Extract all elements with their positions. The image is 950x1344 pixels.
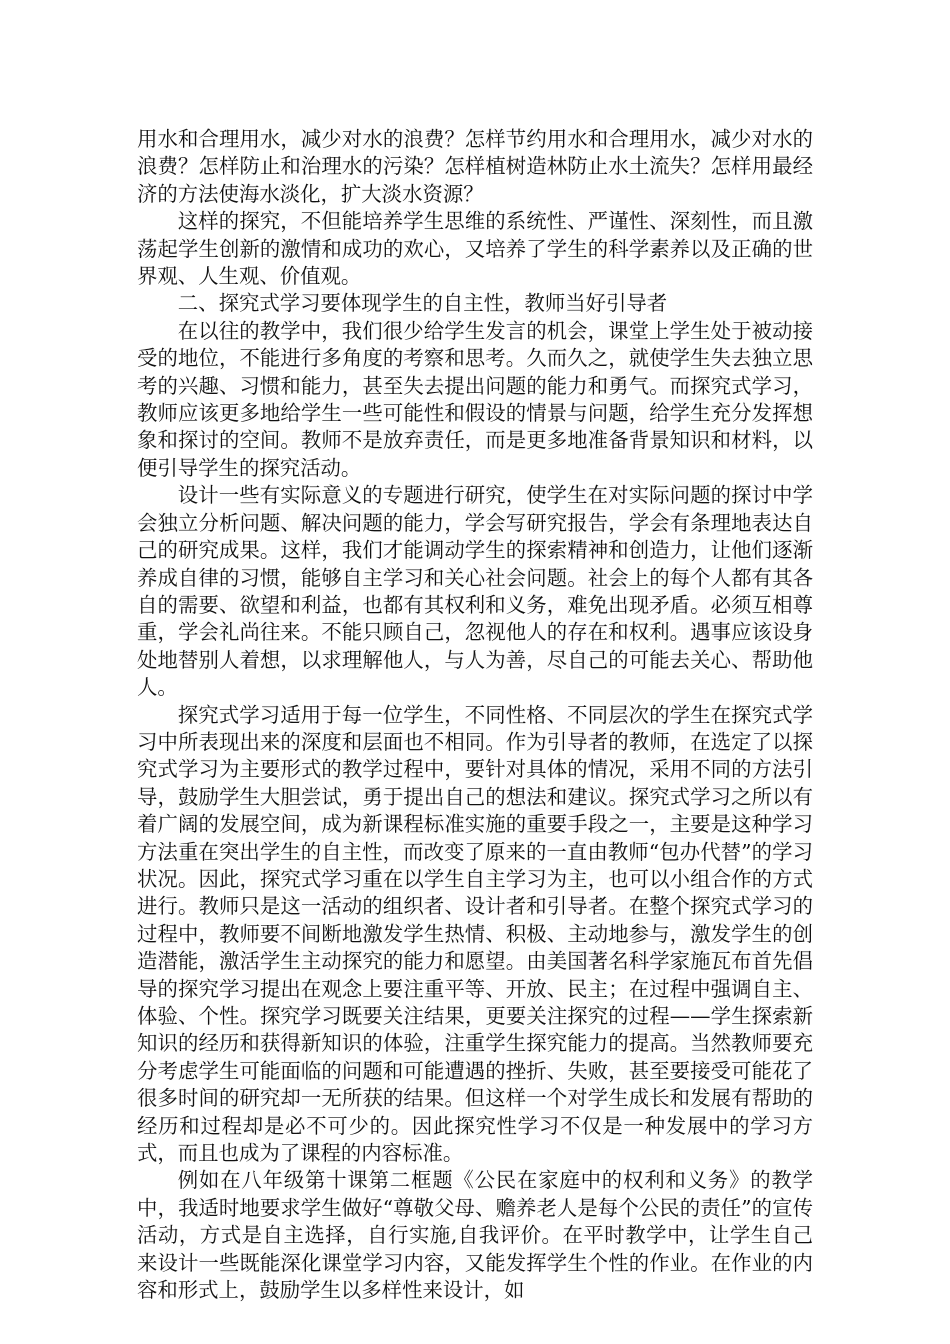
paragraph-continuation: 用水和合理用水，减少对水的浪费？怎样节约用水和合理用水，减少对水的浪费？怎样防止和治理水的污染？怎样植树造林防止水土流失？怎样用最经济的方法使海水淡化，扩大淡水资源？ <box>137 127 813 206</box>
paragraph: 这样的探究，不但能培养学生思维的系统性、严谨性、深刻性，而且激荡起学生创新的激情和成功的欢心，又培养了学生的科学素养以及正确的世界观、人生观、价值观。 <box>137 209 813 289</box>
paragraph: 例如在八年级第十课第二框题《公民在家庭中的权利和义务》的教学中，我适时地要求学生做好“尊敬父母、赡养老人是每个公民的责任”的宣传活动，方式是自主选择，自行实施,自我评价。在平时教学中，让学生自己来设计一些既能深化课堂学习内容，又能发挥学生个性的作业。在作业的内容和形式上，鼓励学生以多样性来设计，如 <box>137 1168 813 1303</box>
paragraph: 在以往的教学中，我们很少给学生发言的机会，课堂上学生处于被动接受的地位，不能进行多角度的考察和思考。久而久之，就使学生失去独立思考的兴趣、习惯和能力，甚至失去提出问题的能力和勇气。而探究式学习，教师应该更多地给学生一些可能性和假设的情景与问题，给学生充分发挥想象和探讨的空间。教师不是放弃责任，而是更多地准备背景知识和材料，以便引导学生的探究活动。 <box>137 318 813 480</box>
document-body <box>137 126 813 1304</box>
paragraph: 设计一些有实际意义的专题进行研究，使学生在对实际问题的探讨中学会独立分析问题、解决问题的能力，学会写研究报告，学会有条理地表达自己的研究成果。这样，我们才能调动学生的探索精神和创造力，让他们逐渐养成自律的习惯，能够自主学习和关心社会问题。社会上的每个人都有其各自的需要、欲望和利益，也都有其权利和义务，难免出现矛盾。必须互相尊重，学会礼尚往来。不能只顾自己，忽视他人的存在和权利。遇事应该设身处地替别人着想，以求理解他人，与人为善，尽自己的可能去关心、帮助他人。 <box>137 483 813 700</box>
paragraph: 探究式学习适用于每一位学生，不同性格、不同层次的学生在探究式学习中所表现出来的深度和层面也不相同。作为引导者的教师，在选定了以探究式学习为主要形式的教学过程中，要针对具体的情况，采用不同的方法引导，鼓励学生大胆尝试，勇于提出自己的想法和建议。探究式学习之所以有着广阔的发展空间，成为新课程标准实施的重要手段之一，主要是这种学习方法重在突出学生的自主性，而改变了原来的一直由教师“包办代替”的学习状况。因此，探究式学习重在以学生自主学习为主，也可以小组合作的方式进行。教师只是这一活动的组织者、设计者和引导者。在整个探究式学习的过程中，教师要不间断地激发学生热情、积极、主动地参与，激发学生的创造潜能，激活学生主动探究的能力和愿望。由美国著名科学家施瓦布首先倡导的探究学习提出在观念上要注重平等、开放、民主；在过程中强调自主、体验、个性。探究学习既要关注结果，更要关注探究的过程——学生探索新知识的经历和获得新知识的体验，注重学生探究能力的提高。当然教师要充分考虑学生可能面临的问题和可能遭遇的挫折、失败，甚至要接受可能花了很多时间的研究却一无所获的结果。但这样一个对学生成长和发展有帮助的经历和过程却是必不可少的。因此探究性学习不仅是一种发展中的学习方式，而且也成为了课程的内容标准。 <box>137 702 813 1166</box>
section-heading: 二、探究式学习要体现学生的自主性，教师当好引导者 <box>177 291 668 316</box>
